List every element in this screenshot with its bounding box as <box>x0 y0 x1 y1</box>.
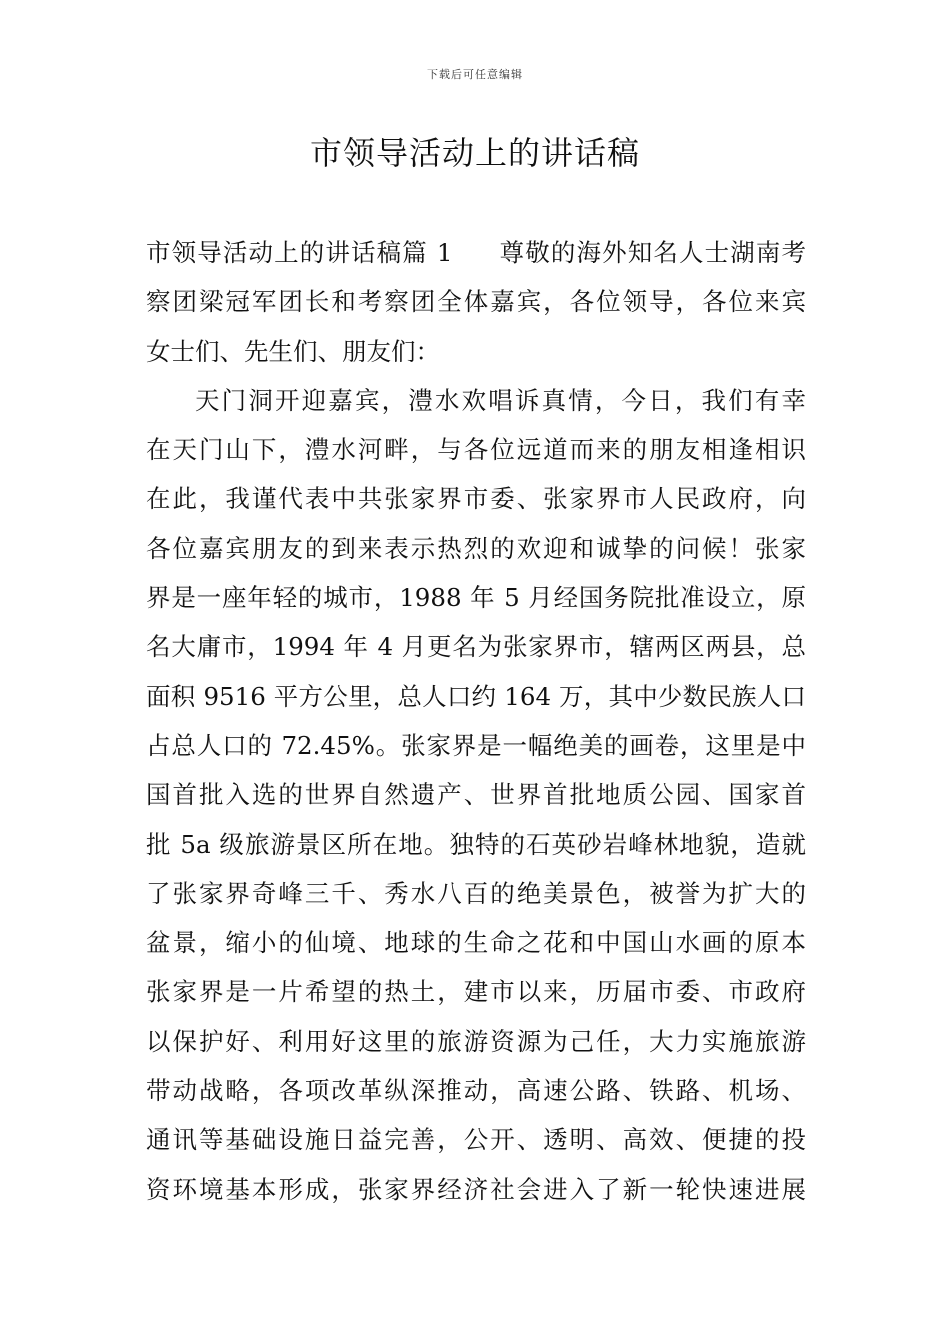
paragraph-line: 通讯等基础设施日益完善，公开、透明、高效、便捷的投 <box>146 1125 806 1155</box>
paragraph-line: 盆景，缩小的仙境、地球的生命之花和中国山水画的原本 <box>146 928 806 958</box>
paragraph-line: 国首批入选的世界自然遗产、世界首批地质公园、国家首 <box>146 780 806 810</box>
paragraph-line: 面积 9516 平方公里，总人口约 164 万，其中少数民族人口 <box>146 681 806 711</box>
paragraph-line: 各位嘉宾朋友的到来表示热烈的欢迎和诚挚的问候！张家 <box>146 533 806 563</box>
document-title: 市领导活动上的讲话稿 <box>309 134 640 172</box>
document-body <box>146 228 806 1214</box>
paragraph-line: 在天门山下，澧水河畔，与各位远道而来的朋友相逢相识 <box>146 435 806 465</box>
paragraph-line: 资环境基本形成，张家界经济社会进入了新一轮快速进展 <box>146 1174 806 1204</box>
paragraph-line: 了张家界奇峰三千、秀水八百的绝美景色，被誉为扩大的 <box>146 878 806 908</box>
paragraph-line: 在此，我谨代表中共张家界市委、张家界市人民政府，向 <box>146 484 806 514</box>
paragraph-line: 以保护好、利用好这里的旅游资源为己任，大力实施旅游 <box>146 1026 806 1056</box>
paragraph-line: 张家界是一片希望的热土，建市以来，历届市委、市政府 <box>146 977 806 1007</box>
paragraph-line: 占总人口的 72.45%。张家界是一幅绝美的画卷，这里是中 <box>146 730 806 760</box>
paragraph-line: 名大庸市，1994 年 4 月更名为张家界市，辖两区两县，总 <box>146 632 806 662</box>
paragraph-line: 批 5a 级旅游景区所在地。独特的石英砂岩峰林地貌，造就 <box>146 829 806 859</box>
paragraph-line: 天门洞开迎嘉宾，澧水欢唱诉真情，今日，我们有幸 <box>195 385 806 415</box>
intro-line-2: 察团梁冠军团长和考察团全体嘉宾，各位领导，各位来宾 <box>146 287 806 317</box>
paragraph-line: 界是一座年轻的城市，1988 年 5 月经国务院批准设立，原 <box>146 583 806 613</box>
intro-line-3: 女士们、先生们、朋友们： <box>146 336 440 366</box>
header-note: 下载后可任意编辑 <box>427 68 523 81</box>
paragraph-line: 带动战略，各项改革纵深推动，高速公路、铁路、机场、 <box>146 1076 806 1106</box>
intro-line-1 <box>146 228 806 277</box>
salutation-start: 尊敬的海外知名人士湖南考 <box>498 238 806 267</box>
section-heading: 市领导活动上的讲话稿篇 1 <box>146 238 453 267</box>
